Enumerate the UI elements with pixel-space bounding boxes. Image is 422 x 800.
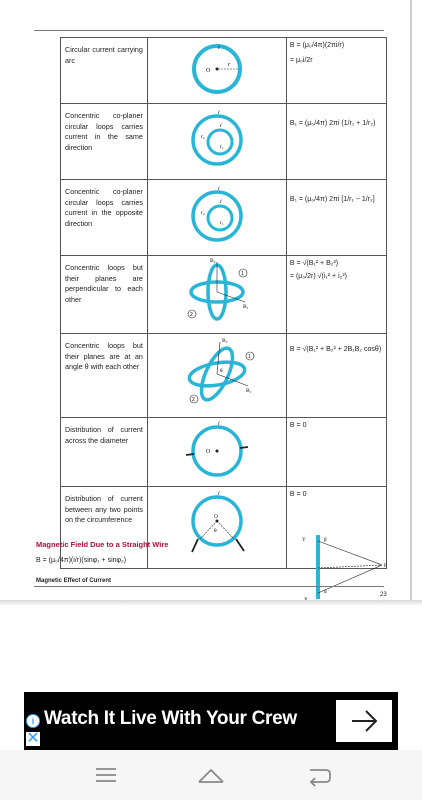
same-direction-loops-figure [148, 104, 286, 174]
home-icon[interactable] [191, 760, 231, 790]
page-shadow [0, 600, 422, 606]
svg-text:θ: θ [219, 368, 223, 374]
straight-wire-figure [300, 533, 390, 603]
row-figure [147, 256, 286, 334]
table-row [61, 334, 387, 418]
table-row [61, 418, 387, 487]
formula-line: B₁ = (μ₀/4π) 2πi (1/r₁ + 1/r₂) [289, 120, 376, 127]
row-figure [147, 487, 286, 569]
row-formula [286, 38, 386, 104]
page-edge [410, 0, 412, 603]
page-number: 23 [380, 592, 387, 598]
row-description: Concentric co-planer circular loops carries current in the same direction [61, 104, 148, 180]
footer-rule [34, 586, 384, 587]
row-formula [286, 104, 386, 180]
svg-text:O: O [205, 68, 211, 74]
svg-text:i: i [217, 421, 220, 427]
top-rule [34, 30, 384, 31]
footer-label: Magnetic Effect of Current [36, 578, 112, 584]
svg-text:i: i [217, 186, 220, 192]
svg-text:O: O [205, 449, 211, 455]
svg-text:i: i [217, 45, 220, 51]
row-formula [286, 418, 386, 487]
svg-text:r: r [227, 62, 231, 68]
formula-line: B = (μ₀/4π)(2πi/r) [289, 42, 345, 49]
table-row [61, 38, 387, 104]
svg-text:Y: Y [302, 538, 306, 543]
svg-text:r₁: r₁ [219, 220, 224, 226]
table-row [61, 180, 387, 256]
row-formula [286, 334, 386, 418]
formula-line: B = √(B₁² + B₂² + 2B₁B₂ cosθ) [289, 346, 382, 353]
svg-text:α: α [324, 590, 327, 595]
svg-text:i: i [219, 123, 222, 129]
svg-text:i: i [219, 199, 222, 205]
row-description: Concentric co-planer circular loops carries current in the opposite direction [61, 180, 148, 256]
svg-text:θ: θ [213, 528, 217, 534]
formula-line: = μ₀i/2r [289, 57, 313, 64]
ad-open-button[interactable] [336, 700, 392, 742]
info-icon[interactable]: i [26, 714, 40, 728]
row-description: Distribution of current across the diameter [61, 418, 148, 487]
arc-figure [148, 38, 286, 98]
section-formula: B = (μ₀/4π)(i/r)(sinφ₁ + sinφ₂) [36, 557, 127, 564]
row-description: Circular current carrying arc [61, 38, 148, 104]
row-formula [286, 180, 386, 256]
svg-text:P: P [384, 564, 387, 569]
back-icon[interactable] [298, 760, 338, 790]
row-figure [147, 180, 286, 256]
perpendicular-loops-figure [148, 256, 286, 328]
svg-text:O: O [213, 514, 218, 520]
svg-text:B₂: B₂ [221, 338, 228, 344]
menu-icon[interactable] [86, 760, 126, 790]
table-row [61, 256, 387, 334]
ad-banner[interactable] [24, 692, 398, 750]
system-navbar [0, 750, 422, 800]
svg-text:B₁: B₁ [245, 388, 252, 394]
close-icon[interactable]: ✕ [26, 730, 40, 747]
formula-line: B = √(B₁² + B₂²) [289, 260, 339, 267]
row-formula [286, 256, 386, 334]
formula-line: B = 0 [289, 422, 307, 429]
formula-table [60, 37, 387, 569]
section-title: Magnetic Field Due to a Straight Wire [36, 540, 169, 549]
svg-text:i: i [217, 491, 220, 497]
formula-line: B₁ = (μ₀/4π) 2πi [1/r₁ − 1/r₂] [289, 196, 375, 203]
row-description: Concentric loops but their planes are at an angle θ with each other [61, 334, 148, 418]
row-figure [147, 38, 286, 104]
arrow-right-icon [336, 700, 392, 742]
svg-text:r₂: r₂ [200, 134, 205, 140]
svg-text:2: 2 [191, 397, 195, 403]
ad-headline[interactable]: Watch It Live With Your Crew [44, 708, 297, 729]
angled-loops-figure [148, 334, 286, 412]
row-figure [147, 104, 286, 180]
svg-text:i: i [217, 110, 220, 116]
svg-text:B₂: B₂ [209, 258, 216, 264]
diameter-current-figure [148, 418, 286, 481]
opposite-direction-loops-figure [148, 180, 286, 250]
row-description: Distribution of current between any two points on the circumference [61, 487, 148, 569]
circumference-current-figure [148, 487, 286, 563]
svg-text:1: 1 [240, 271, 244, 277]
svg-text:1: 1 [247, 354, 251, 360]
svg-text:r₁: r₁ [219, 144, 224, 150]
svg-text:B₁: B₁ [242, 304, 249, 310]
row-figure [147, 334, 286, 418]
svg-text:r₂: r₂ [200, 210, 205, 216]
row-description: Concentric loops but their planes are perpendicular to each other [61, 256, 148, 334]
formula-line: B = 0 [289, 491, 307, 498]
svg-text:2: 2 [189, 312, 193, 318]
formula-line: = (μ₀/2r) √(i₁² + i₂²) [289, 273, 348, 280]
row-figure [147, 418, 286, 487]
table-row [61, 104, 387, 180]
svg-text:β: β [324, 538, 327, 543]
